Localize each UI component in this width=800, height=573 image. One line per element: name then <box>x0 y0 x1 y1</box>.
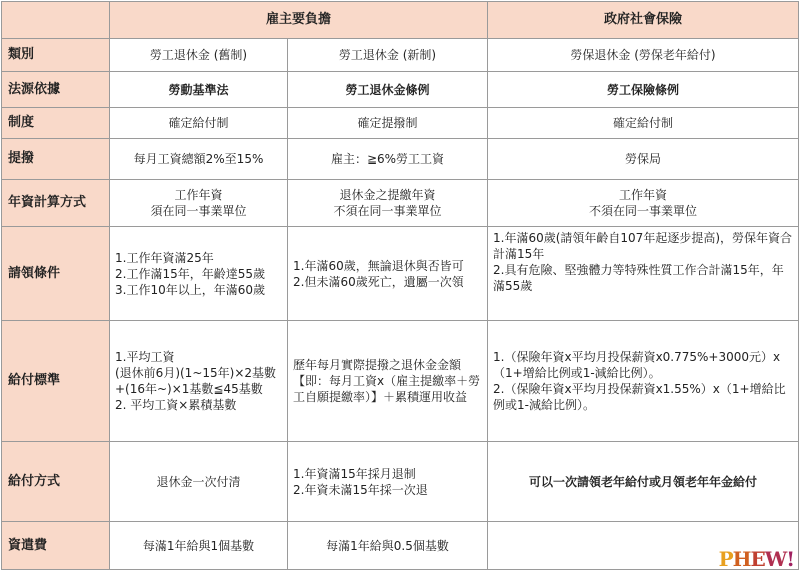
conditions-new-line2: 2.但未滿60歲死亡，遺屬一次領 <box>293 274 464 289</box>
standard-old <box>110 321 288 442</box>
conditions-old-line2: 2.工作滿15年，年齡達55歲 <box>115 266 265 281</box>
standard-new <box>288 321 488 442</box>
legal-gov: 勞工保險條例 <box>488 72 799 108</box>
label-conditions: 請領條件 <box>2 227 110 321</box>
legal-new: 勞工退休金條例 <box>288 72 488 108</box>
phew-logo: PHEW! <box>718 547 795 570</box>
method-new <box>288 442 488 522</box>
row-conditions <box>2 227 799 321</box>
seniority-gov-line1: 工作年資 <box>619 188 668 202</box>
standard-gov-line2: 2.（保險年資x平均月投保薪資x1.55%）x（1+增給比例或1-減給比例）。 <box>493 382 786 412</box>
method-new-line1: 1.年資滿15年採月退制 <box>293 466 416 481</box>
row-contribution <box>2 139 799 180</box>
seniority-old-line2: 須在同一事業單位 <box>150 204 247 218</box>
header-corner <box>2 2 110 39</box>
header-row <box>2 2 799 39</box>
seniority-old-line1: 工作年資 <box>174 188 223 202</box>
label-system: 制度 <box>2 108 110 139</box>
seniority-gov-line2: 不須在同一事業單位 <box>589 204 698 218</box>
system-gov: 確定給付制 <box>488 108 799 139</box>
label-method: 給付方式 <box>2 442 110 522</box>
category-new: 勞工退休金 (新制) <box>288 39 488 72</box>
conditions-new-line1: 1.年滿60歲，無論退休與否皆可 <box>293 258 464 273</box>
contribution-gov: 勞保局 <box>488 139 799 180</box>
label-category: 類別 <box>2 39 110 72</box>
standard-old-line3: 2. 平均工資×累積基數 <box>115 398 237 412</box>
method-gov: 可以一次請領老年給付或月領老年年金給付 <box>488 442 799 522</box>
conditions-new <box>288 227 488 321</box>
category-gov: 勞保退休金 (勞保老年給付) <box>488 39 799 72</box>
row-category <box>2 39 799 72</box>
standard-old-line1: 1.平均工資 <box>115 350 175 364</box>
conditions-old <box>110 227 288 321</box>
seniority-gov <box>488 180 799 227</box>
row-method <box>2 442 799 522</box>
severance-old: 每滿1年給與1個基數 <box>110 522 288 570</box>
label-severance: 資遣費 <box>2 522 110 570</box>
label-contribution: 提撥 <box>2 139 110 180</box>
conditions-old-line3: 3.工作10年以上，年滿60歲 <box>115 282 265 297</box>
method-old: 退休金一次付清 <box>110 442 288 522</box>
category-old: 勞工退休金 (舊制) <box>110 39 288 72</box>
conditions-gov-line2: 2.具有危險、堅強體力等特殊性質工作合計滿15年，年滿55歲 <box>493 263 784 293</box>
row-legal <box>2 72 799 108</box>
seniority-new-line2: 不須在同一事業單位 <box>333 204 442 218</box>
legal-old: 勞動基準法 <box>110 72 288 108</box>
seniority-new-line1: 退休金之提繳年資 <box>339 188 436 202</box>
system-old: 確定給付制 <box>110 108 288 139</box>
standard-new-line1: 歷年每月實際提撥之退休金金額【即：每月工資x（雇主提繳率＋勞工自願提繳率）】＋累積運用收益 <box>293 358 481 404</box>
standard-gov <box>488 321 799 442</box>
row-severance <box>2 522 799 570</box>
pension-comparison-table <box>1 1 799 570</box>
row-seniority <box>2 180 799 227</box>
seniority-new <box>288 180 488 227</box>
header-employer: 雇主要負擔 <box>110 2 488 39</box>
system-new: 確定提撥制 <box>288 108 488 139</box>
severance-new: 每滿1年給與0.5個基數 <box>288 522 488 570</box>
label-legal: 法源依據 <box>2 72 110 108</box>
label-seniority: 年資計算方式 <box>2 180 110 227</box>
method-new-line2: 2.年資未滿15年採一次退 <box>293 482 428 497</box>
contribution-old: 每月工資總額2%至15% <box>110 139 288 180</box>
row-standard <box>2 321 799 442</box>
header-government: 政府社會保險 <box>488 2 799 39</box>
standard-old-line2: (退休前6月)(1~15年)×2基數+(16年~)×1基數≦45基數 <box>115 366 277 396</box>
row-system <box>2 108 799 139</box>
conditions-gov-line1: 1.年滿60歲(請領年齡自107年起逐步提高)，勞保年資合計滿15年 <box>493 231 793 261</box>
standard-gov-line1: 1.（保險年資x平均月投保薪資x0.775%+3000元）x（1+增給比例或1-減給比例）。 <box>493 350 781 380</box>
contribution-new: 雇主：≧6%勞工工資 <box>288 139 488 180</box>
conditions-old-line1: 1.工作年資滿25年 <box>115 250 214 265</box>
seniority-old <box>110 180 288 227</box>
conditions-gov <box>488 227 799 321</box>
severance-gov <box>488 522 799 570</box>
label-standard: 給付標準 <box>2 321 110 442</box>
